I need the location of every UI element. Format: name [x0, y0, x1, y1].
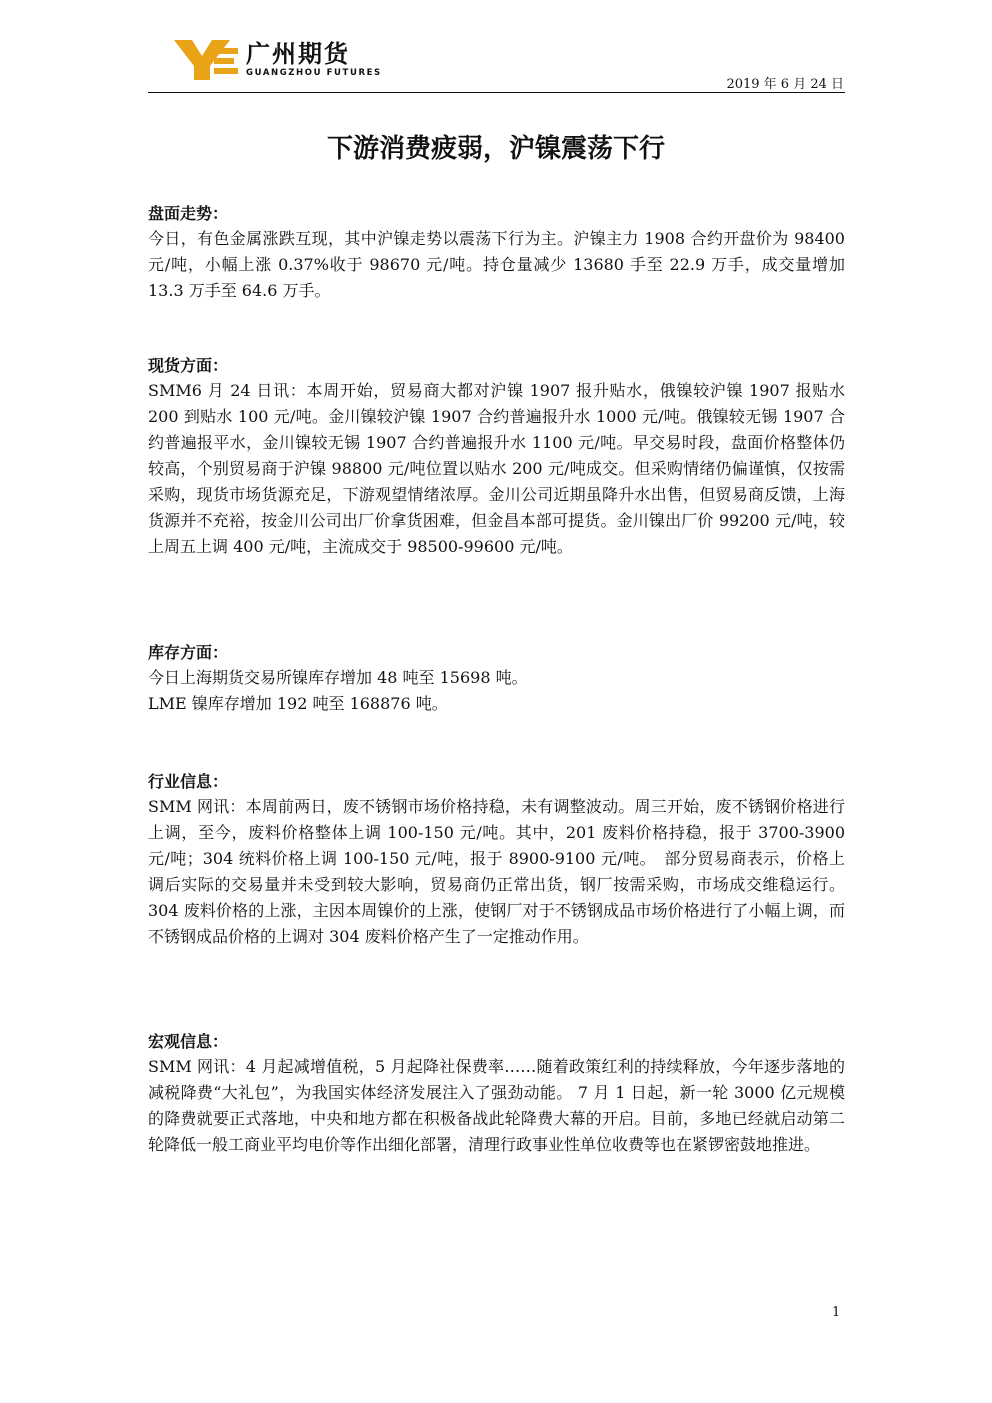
header-divider — [148, 92, 845, 93]
inventory-line: 今日上海期货交易所镍库存增加 48 吨至 15698 吨。 — [148, 668, 528, 687]
section-heading: 宏观信息： — [148, 1032, 229, 1051]
section-heading: 现货方面： — [148, 356, 229, 375]
section-heading: 盘面走势： — [148, 204, 229, 223]
section-spot-market — [148, 354, 845, 560]
section-macro-info — [148, 1030, 845, 1158]
section-body: 今日，有色金属涨跌互现，其中沪镍走势以震荡下行为主。沪镍主力 1908 合约开盘价为 98400 元/吨，小幅上涨 0.37%收于 98670 元/吨。持仓量减少 13680 手至 22.9 万手，成交量增加 13.3 万手至 64.6 万手。 — [148, 229, 845, 300]
logo-chinese-name: 广州期货 — [246, 40, 350, 68]
section-heading: 行业信息： — [148, 772, 229, 791]
page-number: 1 — [832, 1305, 841, 1320]
section-body: SMM 网讯：4 月起减增值税，5 月起降社保费率……随着政策红利的持续释放，今年逐步落地的减税降费“大礼包”，为我国实体经济发展注入了强劲动能。 7 月 1 日起，新一轮 3000 亿元规模的降费就要正式落地，中央和地方都在积极备战此轮降费大幕的开启。目前，多地已经就启动第二轮降低一般工商业平均电价等作出细化部署，清理行政事业性单位收费等也在紧锣密鼓地推进。 — [148, 1057, 845, 1154]
section-industry-info — [148, 770, 845, 950]
guangzhou-futures-logo-icon — [172, 36, 240, 82]
inventory-line: LME 镍库存增加 192 吨至 168876 吨。 — [148, 694, 448, 713]
report-date: 2019 年 6 月 24 日 — [726, 77, 844, 92]
document-title: 下游消费疲弱，沪镍震荡下行 — [326, 134, 665, 164]
section-body: SMM 网讯：本周前两日，废不锈钢市场价格持稳，未有调整波动。周三开始，废不锈钢价格进行上调，至今，废料价格整体上调 100-150 元/吨。其中，201 废料价格持稳，报于 3700-3900 元/吨；304 统料价格上调 100-150 元/吨，报于 8900-9100 元/吨。 部分贸易商表示，价格上调后实际的交易量并未受到较大影响，贸易商仍正常出货，钢厂按需采购，市场成交维稳运行。304 废料价格的上涨，主因本周镍价的上涨，使钢厂对于不锈钢成品市场价格进行了小幅上调，而不锈钢成品价格的上调对 304 废料价格产生了一定推动作用。 — [148, 797, 845, 946]
section-market-trend — [148, 202, 845, 304]
section-heading: 库存方面： — [148, 643, 229, 662]
logo-english-name: GUANGZHOU FUTURES — [246, 68, 382, 78]
section-inventory — [148, 641, 845, 717]
section-body: SMM6 月 24 日讯：本周开始，贸易商大都对沪镍 1907 报升贴水，俄镍较沪镍 1907 报贴水 200 到贴水 100 元/吨。金川镍较沪镍 1907 合约普遍报升水 1000 元/吨。俄镍较无锡 1907 合约普遍报平水，金川镍较无锡 1907 合约普遍报升水 1100 元/吨。早交易时段，盘面价格整体仍较高，个别贸易商于沪镍 98800 元/吨位置以贴水 200 元/吨成交。但采购情绪仍偏谨慎，仅按需采购，现货市场货源充足，下游观望情绪浓厚。金川公司近期虽降升水出售，但贸易商反馈，上海货源并不充裕，按金川公司出厂价拿货困难，但金昌本部可提货。金川镍出厂价 99200 元/吨，较上周五上调 400 元/吨，主流成交于 98500-99600 元/吨。 — [148, 381, 845, 556]
